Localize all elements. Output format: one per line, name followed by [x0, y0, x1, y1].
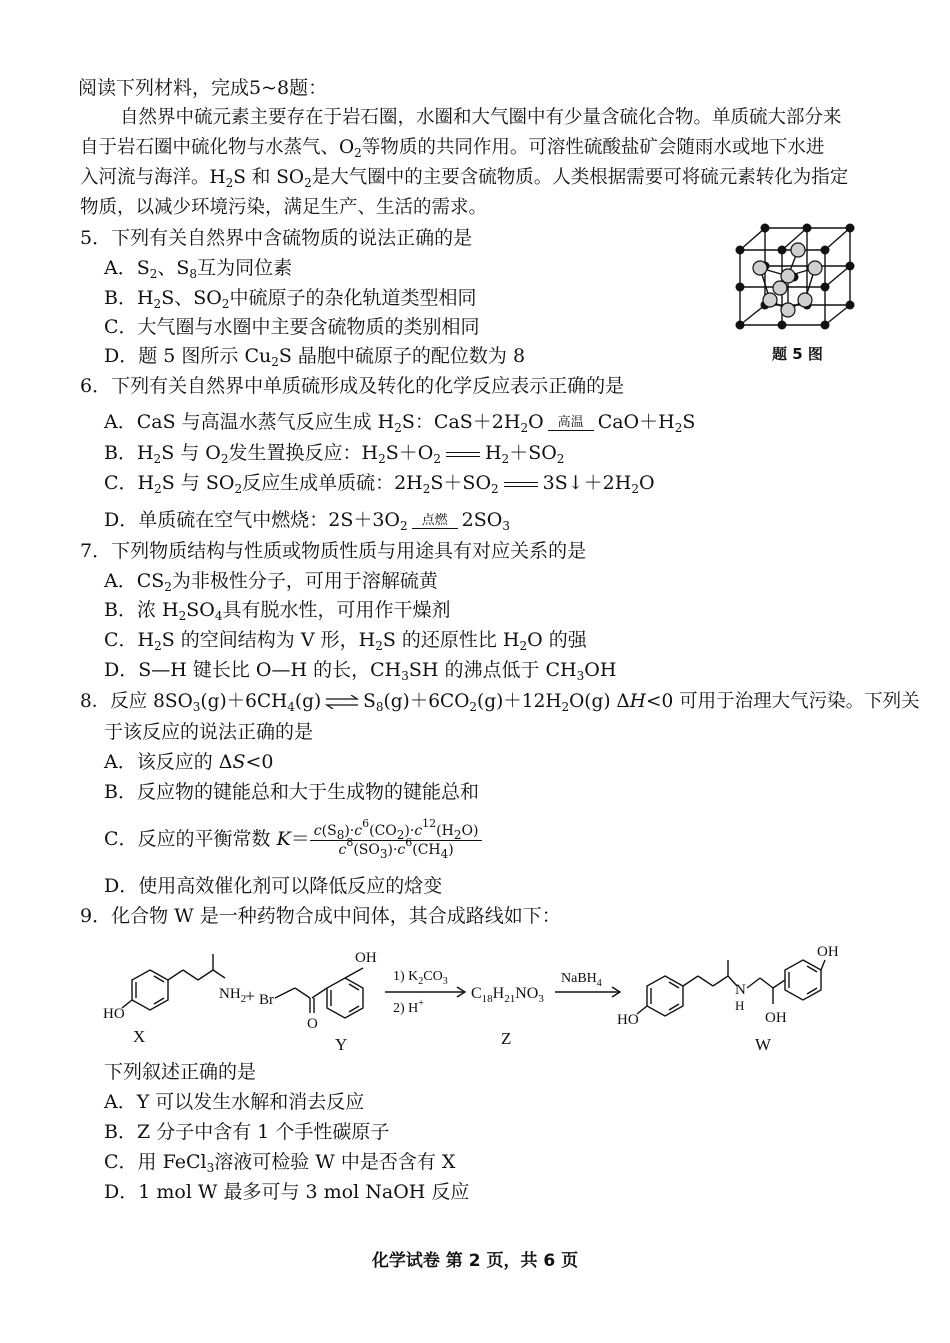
q9-stem: 9．化合物 W 是一种药物合成中间体，其合成路线如下：: [80, 905, 561, 927]
q8-stem: 8．反应 $8SO_3(g)+6CH_4(g)$ $S_8(g)+6CO_2(g)+12H_2O(g)$ ΔH<0 可用于治理大气污染。下列关: [80, 691, 920, 714]
q8-option-d: D．使用高效催化剂可以降低反应的焓变: [104, 875, 443, 897]
q7-option-d: D．S—H 键长比 O—H 的长，$CH_3SH$ 的沸点低于 $CH_3OH$: [104, 659, 617, 683]
q7-option-c: C．$H_2S$ 的空间结构为 V 形，$H_2S$ 的还原性比 $H_2O$ 的强: [104, 629, 587, 653]
q6-option-d: D．单质硫在空气中燃烧：$2S+3O_2$ 点燃 $2SO_3$: [104, 509, 510, 533]
q6-option-a: A．CaS 与高温水蒸气反应生成 $H_2S$：$CaS+2H_2O$ 高温 $CaO+H_2S$: [104, 411, 696, 435]
crystal-cell-figure: [730, 220, 860, 332]
q5-stem: 5．下列有关自然界中含硫物质的说法正确的是: [80, 227, 473, 249]
intro-para-4: 物质，以减少环境污染，满足生产、生活的需求。: [80, 197, 488, 218]
q6-a-condition: 高温: [548, 416, 594, 431]
svg-text:Z: Z: [501, 1029, 512, 1048]
equilibrium-arrow-icon: [325, 695, 359, 709]
q6-option-c: C．$H_2S$ 与 $SO_2$反应生成单质硫：$2H_2S+SO_2$ $3S↓+2H_2O$: [104, 472, 655, 496]
q6-stem: 6．下列有关自然界中单质硫形成及转化的化学反应表示正确的是: [80, 375, 625, 397]
svg-text:Y: Y: [335, 1035, 348, 1053]
q8-stem-2: 于该反应的说法正确的是: [104, 721, 314, 743]
svg-text:W: W: [755, 1035, 772, 1053]
q8-option-b: B．反应物的键能总和大于生成物的键能总和: [104, 781, 479, 803]
svg-text:2) H+: 2) H+: [393, 998, 424, 1016]
intro-heading: 阅读下列材料，完成5~8题：: [78, 77, 328, 99]
q9-option-d: D．1 mol W 最多可与 3 mol NaOH 反应: [104, 1181, 470, 1203]
q9-prompt: 下列叙述正确的是: [104, 1061, 257, 1083]
svg-text:1) K2CO3: 1) $K_2CO_3$: [393, 969, 448, 987]
q7-option-a: A．$CS_2$为非极性分子，可用于溶解硫黄: [104, 570, 438, 594]
q5-option-a: A．$S_2$、$S_8$互为同位素: [104, 257, 293, 281]
q8-option-a: A．该反应的 ΔS<0: [104, 751, 274, 773]
equilibrium-constant-fraction: $\frac{c(S_8)\cdot c^6(CO_2)\cdot c^{12}(H_2O)}{c^8(SO_3)\cdot c^6(CH_4)}$: [310, 822, 483, 859]
svg-text:N: N: [735, 982, 746, 998]
q5-option-c: C．大气圈与水圈中主要含硫物质的类别相同: [104, 316, 480, 338]
svg-text:OH: OH: [765, 1010, 787, 1026]
q5-option-b: B．$H_2S$、$SO_2$中硫原子的杂化轨道类型相同: [104, 287, 477, 311]
scheme-ho-x: HO: [103, 1006, 125, 1022]
intro-para-2: 自于岩石圈中硫化物与水蒸气、$O_2$等物质的共同作用。可溶性硫酸盐矿会随雨水或地下水进: [80, 137, 825, 160]
q5-option-d: D．题 5 图所示 $Cu_2S$ 晶胞中硫原子的配位数为 8: [104, 345, 526, 369]
q9-option-c: C．用 FeCl$_3$溶液可检验 W 中是否含有 X: [104, 1151, 456, 1175]
q6-d-condition: 点燃: [412, 514, 458, 529]
svg-text:NaBH4: NaBH$_4$: [561, 971, 602, 989]
svg-text:H: H: [735, 998, 745, 1013]
svg-text:X: X: [133, 1027, 146, 1046]
q8-option-c: C．反应的平衡常数 K＝ $\frac{c(S_8)\cdot c^6(CO_2)\cdot c^{12}(H_2O)}{c^8(SO_3)\cdot c^6(CH_4)}$: [104, 816, 482, 862]
intro-para-3: 入河流与海洋。$H_2S$ 和 $SO_2$是大气圈中的主要含硫物质。人类根据需要可将硫元素转化为指定: [80, 167, 849, 190]
q9-option-b: B．Z 分子中含有 1 个手性碳原子: [104, 1121, 390, 1143]
svg-text:HO: HO: [617, 1012, 639, 1028]
synthesis-scheme: [95, 938, 875, 1053]
figure5-caption: 题 5 图: [772, 345, 823, 363]
q7-option-b: B．浓 $H_2SO_4$具有脱水性，可用作干燥剂: [104, 599, 451, 623]
svg-text:OH: OH: [817, 944, 839, 960]
q7-stem: 7．下列物质结构与性质或物质性质与用途具有对应关系的是: [80, 540, 587, 562]
page-footer: 化学试卷 第 2 页，共 6 页: [371, 1251, 579, 1271]
svg-text:OH: OH: [355, 950, 377, 966]
q9-option-a: A．Y 可以发生水解和消去反应: [104, 1091, 365, 1113]
intro-para-1: 自然界中硫元素主要存在于岩石圈，水圈和大气圈中有少量含硫化合物。单质硫大部分来: [120, 107, 842, 128]
svg-text:Br: Br: [259, 992, 274, 1008]
svg-text:+: +: [245, 986, 256, 1006]
svg-text:C18H21NO3: $C_{18}H_{21}NO_3$: [471, 985, 544, 1005]
svg-text:O: O: [307, 1016, 318, 1032]
svg-text:NH2: $NH_2$: [219, 986, 247, 1005]
q6-option-b: B．$H_2S$ 与 $O_2$发生置换反应：$H_2S+O_2$ $H_2+SO_2$: [104, 442, 565, 466]
